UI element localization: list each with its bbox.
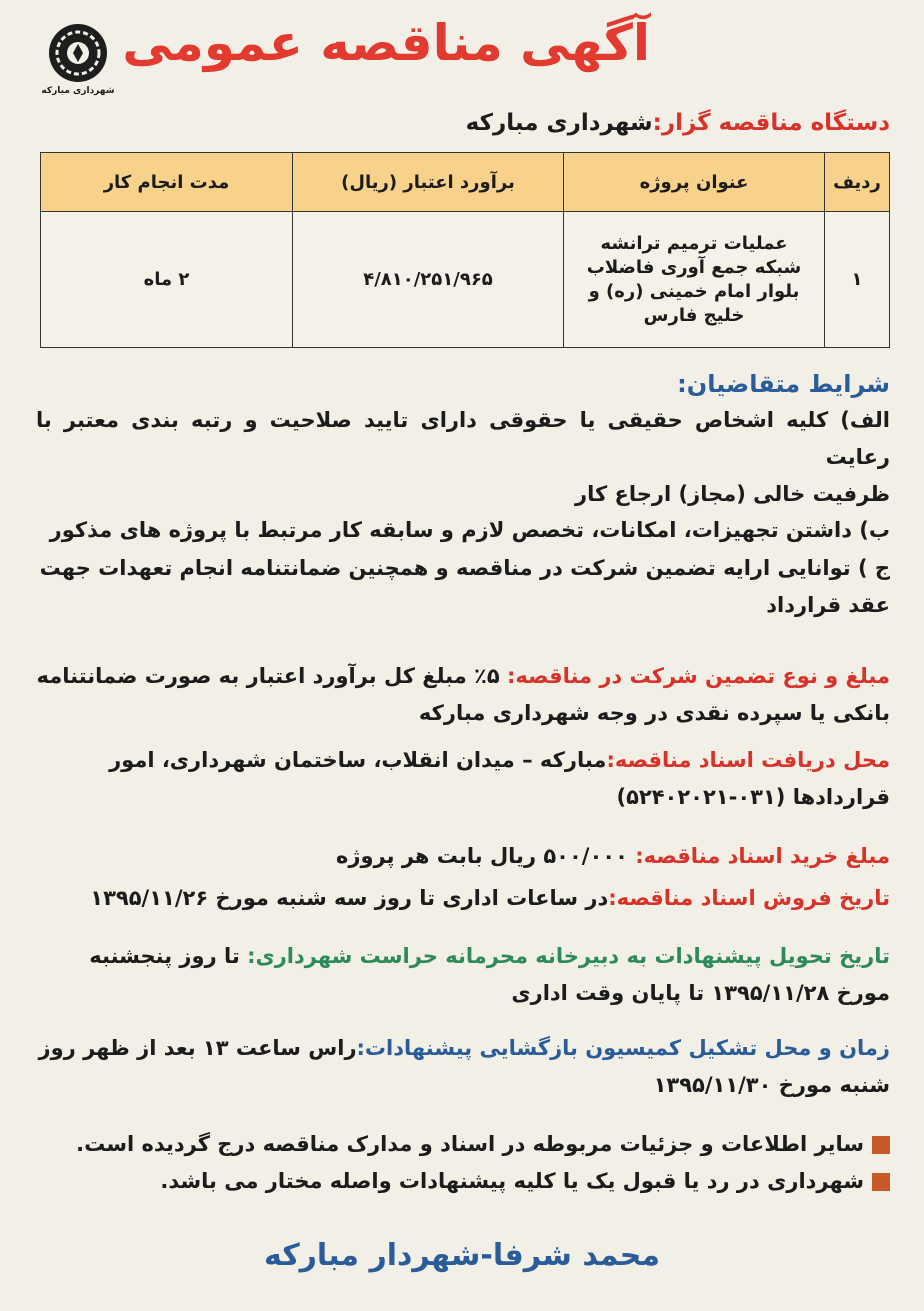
condition-c-line: عقد قرارداد — [766, 593, 890, 617]
project-title — [564, 212, 825, 348]
column-header-budget: برآورد اعتبار (ریال) — [293, 153, 564, 212]
column-header-duration: مدت انجام کار — [41, 153, 293, 212]
square-bullet-icon — [872, 1173, 890, 1191]
delivery-date-text: تا روز پنجشنبه — [89, 944, 240, 968]
budget-value: ۴/۸۱۰/۲۵۱/۹۶۵ — [293, 212, 564, 348]
opening-session-text: شنبه مورخ ۱۳۹۵/۱۱/۳۰ — [653, 1073, 890, 1097]
column-header-row-number: ردیف — [825, 153, 890, 212]
project-title-line: بلوار امام خمینی (ره) و — [588, 280, 800, 302]
logo-caption: شهرداری مبارکه — [41, 86, 115, 96]
signature: محمد شرفا-شهردار مبارکه — [264, 1238, 660, 1273]
opening-session-label: زمان و محل تشکیل کمیسیون بازگشایی پیشنهادات: — [356, 1036, 890, 1060]
organizer-value: شهرداری مبارکه — [465, 110, 653, 136]
municipality-logo — [40, 22, 116, 102]
duration-value: ۲ ماه — [41, 212, 293, 348]
sale-date-label: تاریخ فروش اسناد مناقصه: — [608, 886, 890, 910]
documents-price-label: مبلغ خرید اسناد مناقصه: — [635, 844, 890, 868]
table-header-row — [41, 153, 890, 212]
condition-a-line: ظرفیت خالی (مجاز) ارجاع کار — [575, 482, 890, 506]
list-item — [36, 1126, 890, 1163]
delivery-date-field — [36, 938, 890, 1012]
guarantee-text: بانکی یا سپرده نقدی در وجه شهرداری مبارکه — [418, 701, 890, 725]
project-title-line: عملیات ترمیم ترانشه — [600, 232, 788, 254]
documents-place-field — [36, 742, 890, 816]
condition-b: ب) داشتن تجهیزات، امکانات، تخصص لازم و سابقه کار مرتبط با پروژه های مذکور — [49, 518, 890, 542]
notice-header — [30, 0, 890, 108]
guarantee-field — [36, 658, 890, 732]
table-row — [41, 212, 890, 348]
organizer-line — [466, 110, 890, 136]
notes-list — [36, 1126, 890, 1200]
condition-c — [36, 550, 890, 624]
delivery-date-label: تاریخ تحویل پیشنهادات به دبیرخانه محرمانه حراست شهرداری: — [247, 944, 890, 968]
condition-a — [36, 402, 890, 513]
condition-a-line: الف) کلیه اشخاص حقیقی یا حقوقی دارای تایید صلاحیت و رتبه بندی معتبر با رعایت — [36, 408, 890, 469]
documents-place-label: محل دریافت اسناد مناقصه: — [606, 748, 890, 772]
documents-price-field — [36, 838, 890, 875]
notice-title: آگهی مناقصه عمومی — [122, 14, 650, 72]
documents-place-text: قراردادها (۰۳۱-۵۲۴۰۲۰۲۱) — [616, 785, 890, 809]
conditions-heading: شرایط متقاضیان: — [677, 370, 890, 398]
row-number: ۱ — [825, 212, 890, 348]
project-title-line: خلیج فارس — [643, 304, 745, 326]
note-text: شهرداری در رد یا قبول یک یا کلیه پیشنهادات واصله مختار می باشد. — [160, 1169, 864, 1193]
column-header-project-title: عنوان پروژه — [564, 153, 825, 212]
condition-c-line: ج ) توانایی ارایه تضمین شرکت در مناقصه و همچنین ضمانتنامه انجام تعهدات جهت — [39, 556, 890, 580]
list-item — [36, 1163, 890, 1200]
emblem-icon — [47, 22, 109, 84]
opening-session-text: راس ساعت ۱۳ بعد از ظهر روز — [38, 1036, 357, 1060]
sale-date-field — [36, 880, 890, 917]
note-text: سایر اطلاعات و جزئیات مربوطه در اسناد و مدارک مناقصه درج گردیده است. — [76, 1132, 864, 1156]
delivery-date-text: مورخ ۱۳۹۵/۱۱/۲۸ تا پایان وقت اداری — [511, 981, 890, 1005]
guarantee-label: مبلغ و نوع تضمین شرکت در مناقصه: — [507, 664, 890, 688]
opening-session-field — [36, 1030, 890, 1104]
project-title-line: شبکه جمع آوری فاضلاب — [586, 256, 802, 278]
guarantee-text: ۵٪ مبلغ کل برآورد اعتبار به صورت ضمانتنامه — [36, 664, 500, 688]
square-bullet-icon — [872, 1136, 890, 1154]
organizer-label: دستگاه مناقصه گزار: — [652, 110, 890, 136]
documents-place-text: مبارکه – میدان انقلاب، ساختمان شهرداری، امور — [109, 748, 607, 772]
documents-price-text: ۵۰۰/۰۰۰ ریال بابت هر پروژه — [336, 844, 628, 868]
projects-table — [40, 152, 890, 348]
sale-date-text: در ساعات اداری تا روز سه شنبه مورخ ۱۳۹۵/۱۱/۲۶ — [90, 886, 609, 910]
